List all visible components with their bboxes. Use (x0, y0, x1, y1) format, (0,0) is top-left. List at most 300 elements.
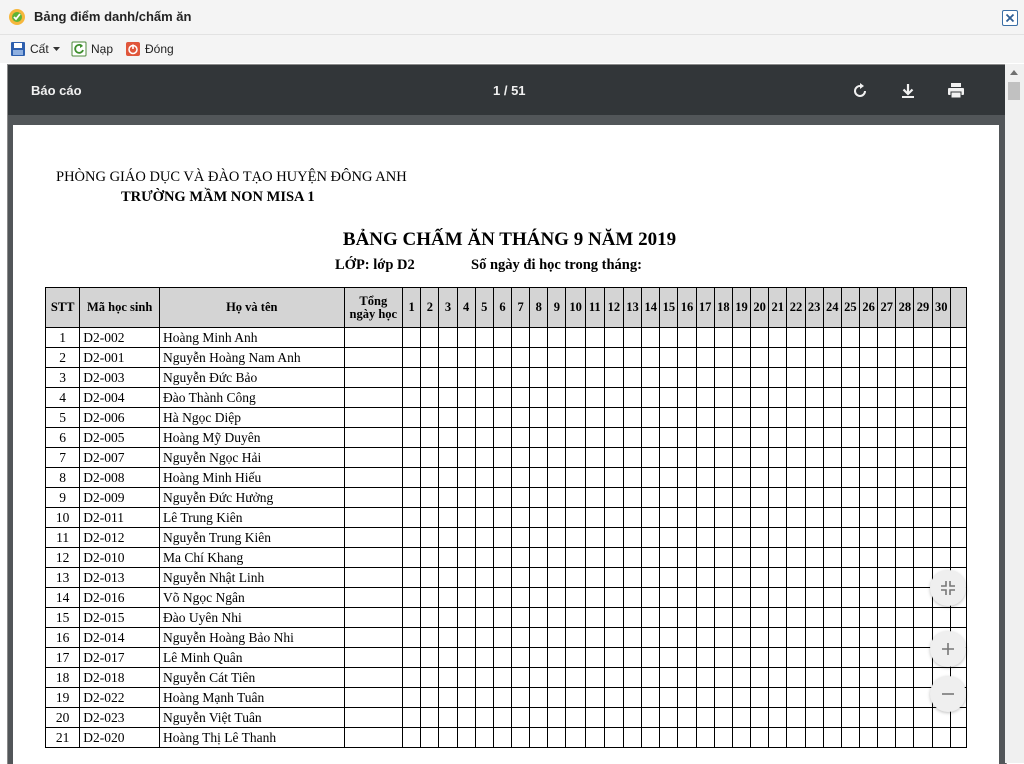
cell-day (421, 508, 439, 528)
cell-day (787, 488, 805, 508)
close-button[interactable] (125, 40, 174, 58)
header-stt: STT (46, 288, 80, 328)
close-x-icon[interactable] (1002, 10, 1018, 26)
cell-day (566, 608, 585, 628)
scroll-thumb[interactable] (1008, 82, 1020, 100)
cell-day (805, 328, 823, 348)
cell-stt: 2 (46, 348, 80, 368)
cell-day (604, 648, 623, 668)
cell-day (493, 608, 511, 628)
rotate-icon[interactable] (848, 79, 872, 103)
cell-day (548, 588, 566, 608)
cell-code: D2-023 (80, 708, 160, 728)
cell-day (823, 408, 841, 428)
header-day: 16 (678, 288, 696, 328)
cell-day (403, 708, 421, 728)
cell-day (732, 648, 750, 668)
cell-day (403, 688, 421, 708)
cell-day (932, 368, 950, 388)
cell-day (457, 728, 475, 748)
cell-day (642, 708, 660, 728)
cell-day (678, 728, 696, 748)
cell-day (823, 588, 841, 608)
cell-day (421, 388, 439, 408)
cell-day (932, 328, 950, 348)
cell-day (878, 628, 896, 648)
cell-day (660, 348, 678, 368)
cell-day (604, 408, 623, 428)
cell-day (548, 628, 566, 648)
cell-name: Hà Ngọc Diệp (159, 408, 344, 428)
cell-day (604, 588, 623, 608)
cell-day (714, 708, 732, 728)
cell-day (751, 688, 769, 708)
cell-stt: 1 (46, 328, 80, 348)
cell-total (344, 728, 403, 748)
cell-day (548, 428, 566, 448)
cell-day (548, 608, 566, 628)
cell-day (878, 608, 896, 628)
cell-code: D2-020 (80, 728, 160, 748)
cell-day (403, 488, 421, 508)
cell-day (751, 528, 769, 548)
cell-total (344, 388, 403, 408)
header-code: Mã học sinh (80, 288, 160, 328)
table-row (46, 508, 967, 528)
cell-day (475, 428, 493, 448)
cell-day (823, 348, 841, 368)
cell-day (696, 388, 714, 408)
cell-day (896, 528, 914, 548)
cell-stt: 12 (46, 548, 80, 568)
table-row (46, 608, 967, 628)
cell-day (475, 348, 493, 368)
cell-day (457, 708, 475, 728)
cell-day (841, 368, 859, 388)
cell-day (678, 708, 696, 728)
table-row (46, 708, 967, 728)
cell-day (896, 488, 914, 508)
cell-day (714, 728, 732, 748)
cell-day (548, 408, 566, 428)
cell-day (512, 348, 530, 368)
cell-day (642, 588, 660, 608)
cell-day (457, 648, 475, 668)
cell-day (932, 448, 950, 468)
cell-day (696, 488, 714, 508)
cell-total (344, 528, 403, 548)
cell-name: Hoàng Minh Hiếu (159, 468, 344, 488)
cell-day (439, 508, 457, 528)
cell-day (751, 488, 769, 508)
cell-day (439, 688, 457, 708)
cell-day (604, 348, 623, 368)
cell-day (660, 448, 678, 468)
cell-day (932, 388, 950, 408)
class-line: LỚP: lớp D2 (335, 257, 415, 273)
cell-day (623, 328, 641, 348)
cell-day (530, 588, 548, 608)
cell-day (604, 428, 623, 448)
cell-day (859, 408, 877, 428)
cell-day (859, 328, 877, 348)
cell-day (660, 328, 678, 348)
cell-stt: 21 (46, 728, 80, 748)
cell-day (493, 688, 511, 708)
cell-day (566, 348, 585, 368)
cell-day (823, 548, 841, 568)
cell-day (548, 728, 566, 748)
header-total-line2: ngày học (349, 306, 398, 321)
cell-day (932, 408, 950, 428)
cell-day (950, 368, 966, 388)
cell-day (585, 508, 604, 528)
cell-day (896, 648, 914, 668)
cell-day (439, 668, 457, 688)
cell-day (823, 708, 841, 728)
cell-day (696, 368, 714, 388)
cell-day (475, 488, 493, 508)
cell-stt: 16 (46, 628, 80, 648)
cell-day (805, 708, 823, 728)
toolbar (0, 35, 1024, 63)
cell-day (660, 468, 678, 488)
cell-day (696, 548, 714, 568)
cell-total (344, 488, 403, 508)
cell-day (548, 648, 566, 668)
cell-day (421, 588, 439, 608)
cell-stt: 18 (46, 668, 80, 688)
header-day: 14 (642, 288, 660, 328)
cell-day (787, 448, 805, 468)
cell-day (566, 468, 585, 488)
cell-day (585, 488, 604, 508)
cell-stt: 14 (46, 588, 80, 608)
cell-day (859, 388, 877, 408)
cell-name: Hoàng Mạnh Tuân (159, 688, 344, 708)
header-day: 19 (732, 288, 750, 328)
cell-total (344, 368, 403, 388)
cell-day (841, 528, 859, 548)
cell-day (950, 728, 966, 748)
cell-day (512, 428, 530, 448)
vertical-scrollbar[interactable] (1005, 64, 1024, 763)
cell-day (950, 328, 966, 348)
cell-day (548, 528, 566, 548)
cell-total (344, 348, 403, 368)
cell-day (642, 548, 660, 568)
cell-day (732, 448, 750, 468)
cell-day (714, 548, 732, 568)
cell-day (769, 568, 787, 588)
cell-day (896, 608, 914, 628)
cell-day (566, 408, 585, 428)
cell-day (457, 388, 475, 408)
cell-day (696, 508, 714, 528)
cell-day (403, 348, 421, 368)
cell-day (769, 728, 787, 748)
cell-day (660, 528, 678, 548)
cell-day (878, 708, 896, 728)
cell-day (439, 368, 457, 388)
cell-day (512, 648, 530, 668)
cell-name: Nguyễn Ngọc Hải (159, 448, 344, 468)
download-icon[interactable] (896, 79, 920, 103)
cell-day (823, 568, 841, 588)
header-day: 29 (914, 288, 932, 328)
header-day: 25 (841, 288, 859, 328)
cell-day (548, 388, 566, 408)
cell-day (642, 428, 660, 448)
cell-day (950, 608, 966, 628)
cell-day (439, 568, 457, 588)
cell-code: D2-018 (80, 668, 160, 688)
cell-day (950, 428, 966, 448)
cell-day (421, 568, 439, 588)
cell-day (439, 348, 457, 368)
cell-day (787, 328, 805, 348)
cell-day (823, 448, 841, 468)
cell-day (841, 548, 859, 568)
cell-day (896, 348, 914, 368)
cell-day (604, 548, 623, 568)
cell-day (805, 508, 823, 528)
cell-day (548, 368, 566, 388)
cell-day (696, 568, 714, 588)
cell-day (878, 368, 896, 388)
reload-button[interactable] (71, 40, 113, 58)
table-row (46, 568, 967, 588)
fit-page-button[interactable] (930, 570, 966, 606)
cell-day (585, 648, 604, 668)
cell-day (403, 508, 421, 528)
refresh-icon (71, 41, 87, 57)
cell-day (859, 508, 877, 528)
cell-day (859, 348, 877, 368)
cell-name: Hoàng Mỹ Duyên (159, 428, 344, 448)
cell-day (859, 428, 877, 448)
cell-day (642, 328, 660, 348)
cell-day (457, 548, 475, 568)
cell-day (421, 628, 439, 648)
cell-day (714, 488, 732, 508)
cell-total (344, 648, 403, 668)
cell-day (896, 628, 914, 648)
zoom-out-icon (930, 676, 966, 712)
cell-day (493, 508, 511, 528)
cell-day (660, 548, 678, 568)
cell-day (787, 468, 805, 488)
cell-day (642, 388, 660, 408)
table-row (46, 548, 967, 568)
cell-day (660, 588, 678, 608)
cell-day (660, 388, 678, 408)
cell-day (823, 488, 841, 508)
cell-day (530, 328, 548, 348)
save-button[interactable] (10, 40, 60, 58)
cell-day (714, 588, 732, 608)
cell-day (732, 548, 750, 568)
cell-day (604, 628, 623, 648)
cell-day (914, 548, 932, 568)
cell-day (751, 728, 769, 748)
cell-name: Nguyễn Đức Hưởng (159, 488, 344, 508)
cell-day (421, 408, 439, 428)
cell-day (769, 468, 787, 488)
header-day: 21 (769, 288, 787, 328)
cell-day (732, 408, 750, 428)
cell-day (769, 648, 787, 668)
cell-day (805, 688, 823, 708)
cell-day (623, 608, 641, 628)
cell-day (585, 688, 604, 708)
cell-day (714, 348, 732, 368)
cell-name: Nguyễn Nhật Linh (159, 568, 344, 588)
header-name: Họ và tên (159, 288, 344, 328)
cell-day (623, 388, 641, 408)
close-label: Đóng (145, 42, 174, 56)
cell-stt: 4 (46, 388, 80, 408)
cell-day (530, 548, 548, 568)
cell-day (896, 388, 914, 408)
cell-day (932, 428, 950, 448)
cell-day (751, 368, 769, 388)
cell-day (475, 608, 493, 628)
cell-day (439, 408, 457, 428)
cell-code: D2-005 (80, 428, 160, 448)
cell-day (859, 708, 877, 728)
cell-day (878, 488, 896, 508)
header-day: 5 (475, 288, 493, 328)
cell-day (642, 668, 660, 688)
cell-day (696, 668, 714, 688)
cell-day (950, 408, 966, 428)
cell-day (530, 408, 548, 428)
cell-day (932, 728, 950, 748)
cell-day (823, 428, 841, 448)
cell-day (823, 688, 841, 708)
cell-day (566, 588, 585, 608)
cell-stt: 20 (46, 708, 80, 728)
cell-day (769, 428, 787, 448)
cell-day (805, 488, 823, 508)
cell-day (751, 708, 769, 728)
cell-day (769, 528, 787, 548)
cell-day (457, 468, 475, 488)
cell-day (823, 528, 841, 548)
cell-day (548, 688, 566, 708)
cell-day (604, 708, 623, 728)
cell-day (530, 728, 548, 748)
zoom-in-button[interactable] (930, 631, 966, 667)
cell-total (344, 568, 403, 588)
cell-day (823, 728, 841, 748)
cell-day (950, 348, 966, 368)
cell-day (660, 428, 678, 448)
window-title: Bảng điểm danh/chấm ăn (34, 9, 192, 24)
cell-code: D2-007 (80, 448, 160, 468)
cell-day (623, 528, 641, 548)
table-row (46, 628, 967, 648)
zoom-out-button[interactable] (930, 676, 966, 712)
cell-day (421, 348, 439, 368)
cell-code: D2-022 (80, 688, 160, 708)
cell-day (421, 668, 439, 688)
cell-day (914, 508, 932, 528)
cell-day (841, 328, 859, 348)
cell-name: Ma Chí Khang (159, 548, 344, 568)
cell-code: D2-017 (80, 648, 160, 668)
cell-day (950, 448, 966, 468)
cell-day (566, 368, 585, 388)
cell-day (696, 628, 714, 648)
cell-day (566, 628, 585, 648)
cell-day (604, 568, 623, 588)
cell-stt: 8 (46, 468, 80, 488)
cell-day (512, 668, 530, 688)
cell-day (878, 508, 896, 528)
cell-day (769, 708, 787, 728)
cell-day (732, 708, 750, 728)
header-day: 20 (751, 288, 769, 328)
cell-day (493, 428, 511, 448)
cell-day (660, 408, 678, 428)
cell-day (530, 388, 548, 408)
cell-day (421, 548, 439, 568)
cell-day (696, 428, 714, 448)
cell-day (530, 428, 548, 448)
table-row (46, 468, 967, 488)
cell-day (732, 348, 750, 368)
table-row (46, 688, 967, 708)
cell-day (678, 368, 696, 388)
cell-day (403, 468, 421, 488)
cell-day (403, 668, 421, 688)
cell-code: D2-013 (80, 568, 160, 588)
cell-total (344, 328, 403, 348)
cell-day (585, 568, 604, 588)
cell-day (769, 328, 787, 348)
cell-day (805, 728, 823, 748)
cell-total (344, 628, 403, 648)
cell-day (896, 408, 914, 428)
cell-stt: 6 (46, 428, 80, 448)
cell-day (805, 588, 823, 608)
cell-day (841, 508, 859, 528)
cell-day (475, 508, 493, 528)
cell-day (896, 428, 914, 448)
cell-day (512, 688, 530, 708)
cell-day (805, 668, 823, 688)
cell-day (439, 608, 457, 628)
cell-day (896, 708, 914, 728)
cell-day (769, 608, 787, 628)
cell-day (751, 668, 769, 688)
cell-day (751, 468, 769, 488)
cell-day (604, 328, 623, 348)
print-icon[interactable] (944, 79, 968, 103)
viewer-toolbar (8, 65, 1006, 115)
cell-day (805, 348, 823, 368)
cell-day (859, 488, 877, 508)
scroll-up-arrow-icon[interactable] (1010, 70, 1018, 75)
cell-day (604, 508, 623, 528)
cell-day (660, 708, 678, 728)
cell-day (530, 488, 548, 508)
cell-day (493, 668, 511, 688)
cell-day (732, 388, 750, 408)
table-row (46, 728, 967, 748)
